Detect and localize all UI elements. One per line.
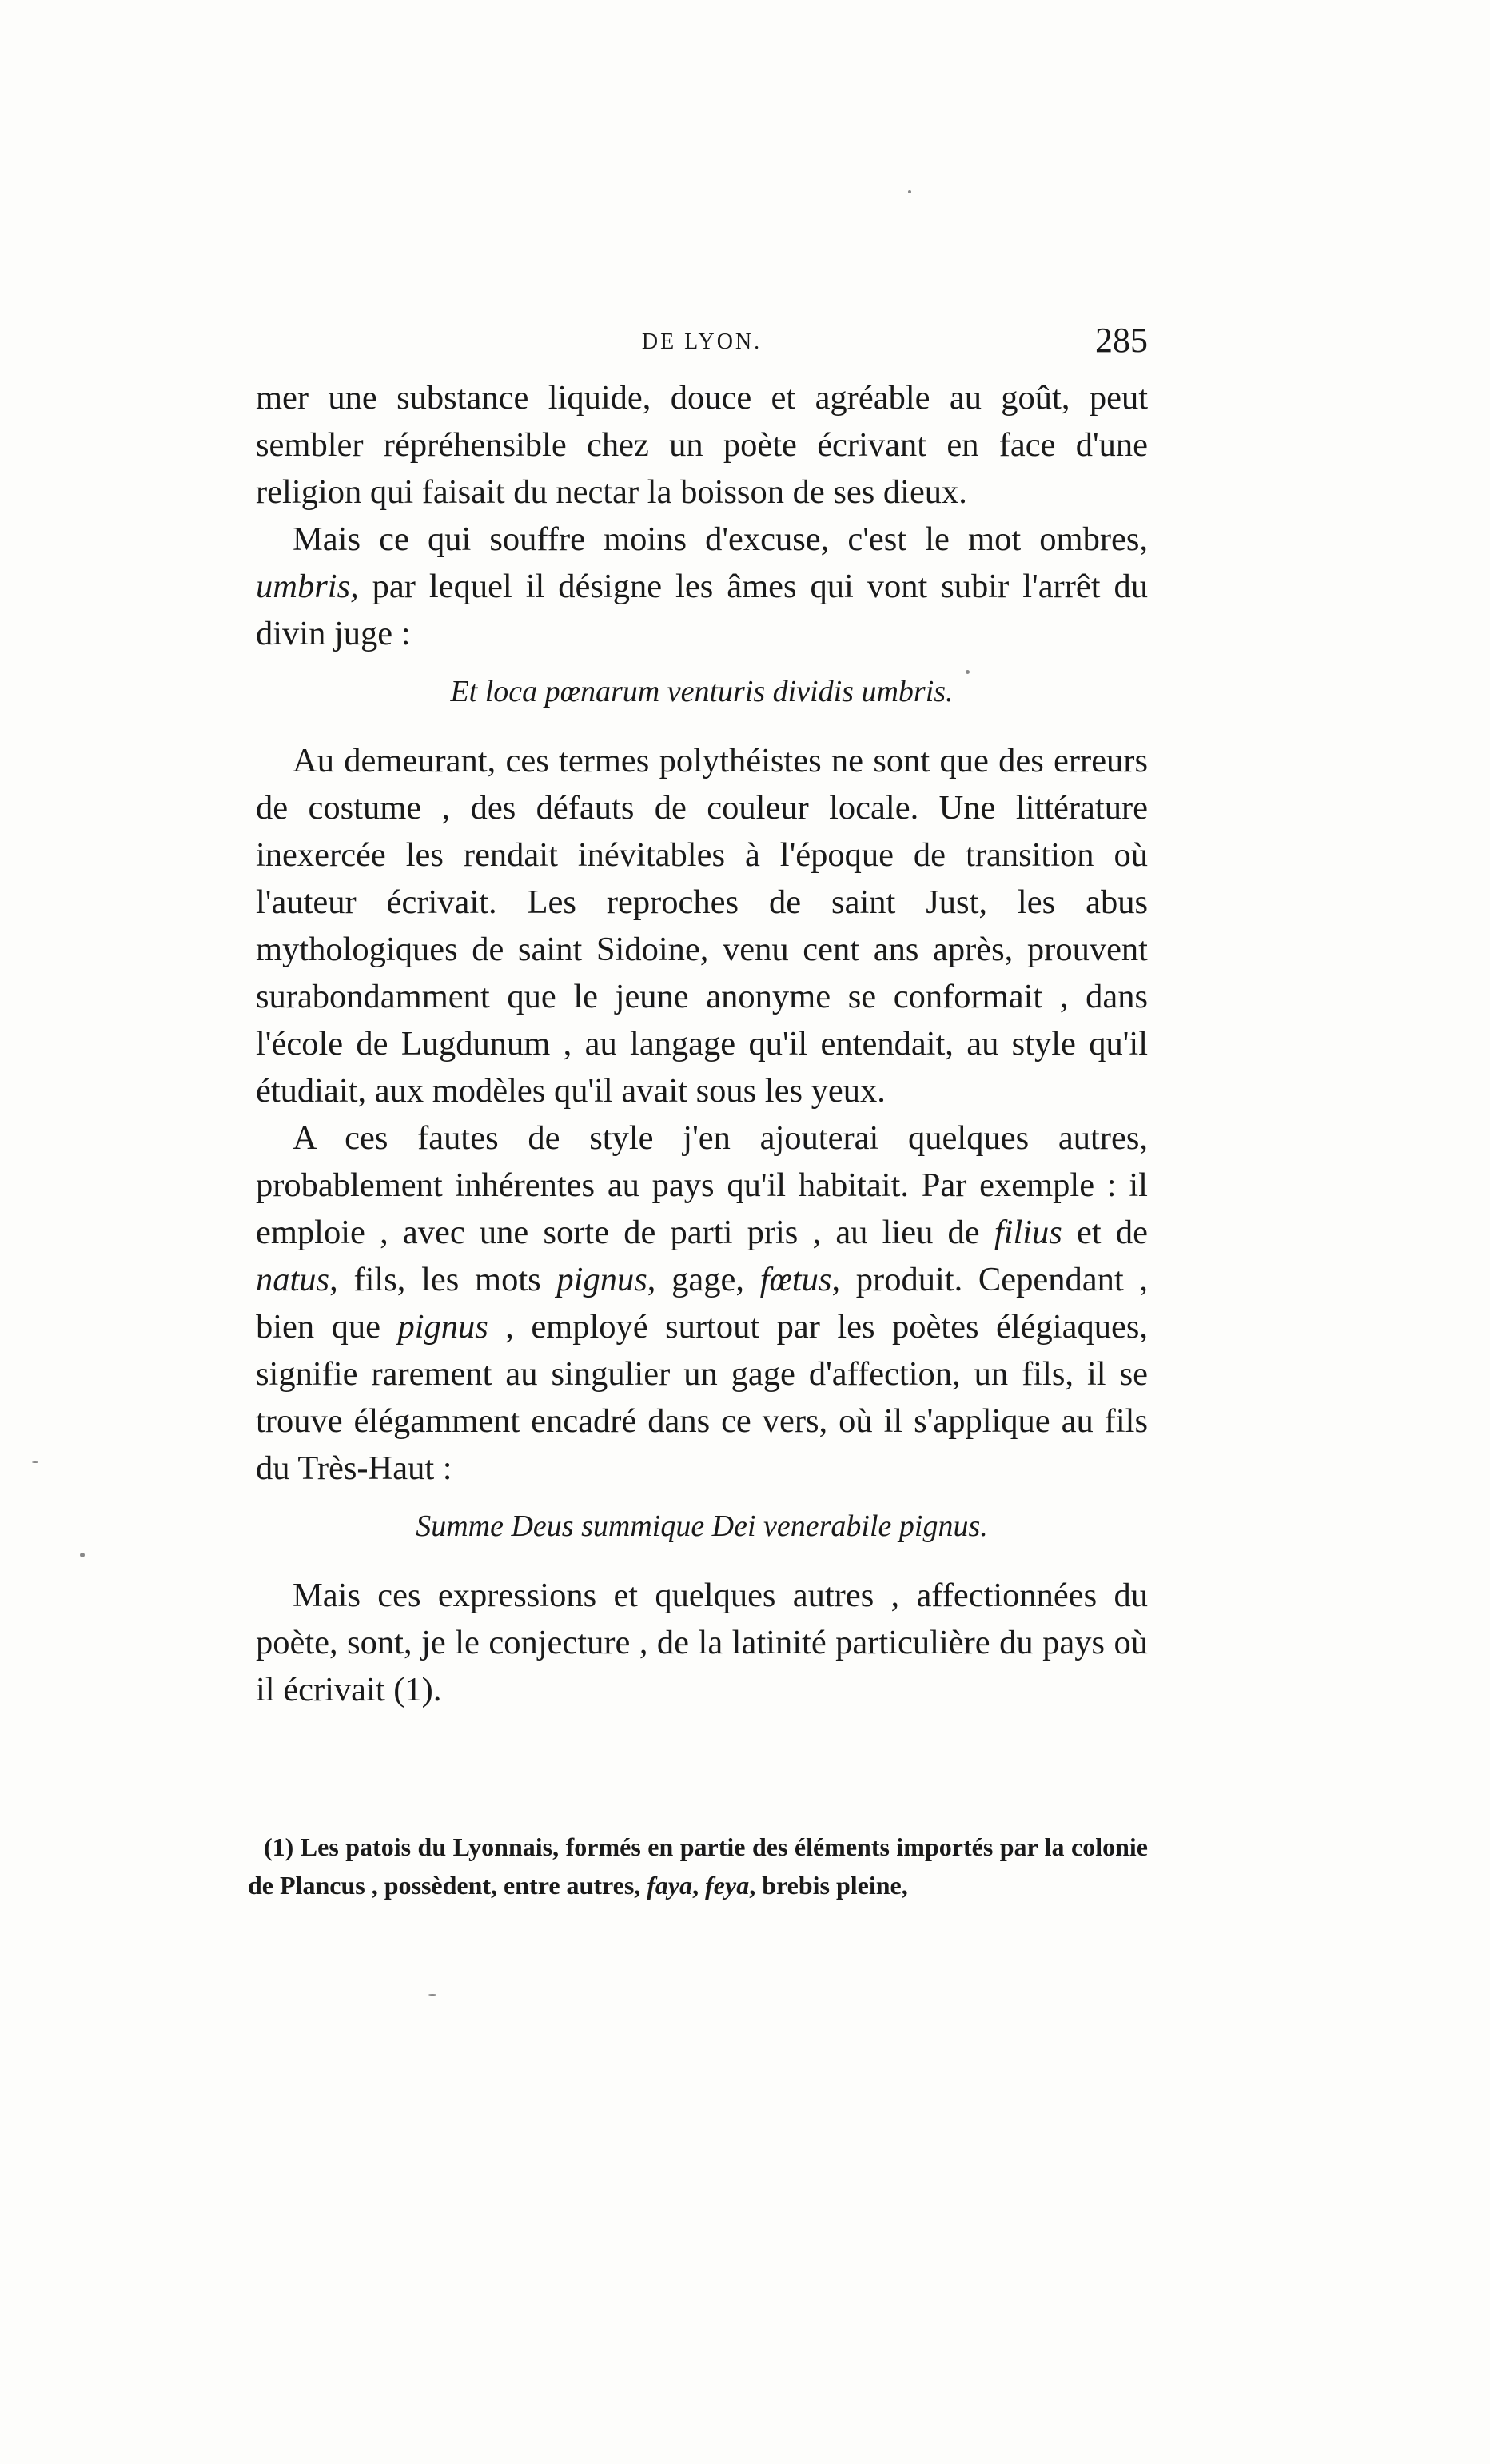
verse-quotation: Et loca pœnarum venturis dividis umbris. — [450, 675, 954, 708]
italic-term: filius — [994, 1214, 1062, 1251]
scan-speck — [966, 670, 970, 674]
scan-speck — [80, 1553, 85, 1557]
text-run: Mais ce qui souffre moins d'excuse, c'est le mot ombres, — [293, 520, 1148, 558]
paragraph — [256, 737, 1148, 1114]
running-title: DE LYON. — [641, 329, 763, 354]
italic-term: faya — [647, 1871, 693, 1900]
paragraph — [256, 374, 1148, 516]
text-run: , gage, — [647, 1261, 760, 1298]
text-run: et de — [1062, 1214, 1149, 1251]
italic-term: feya — [705, 1871, 750, 1900]
footnote — [248, 1828, 1148, 1904]
page-header — [256, 320, 1148, 368]
text-run: , fils, les mots — [329, 1261, 557, 1298]
italic-term: natus — [256, 1261, 330, 1298]
italic-term: pignus — [556, 1261, 647, 1298]
body-text — [256, 374, 1148, 1713]
paragraph — [256, 1114, 1148, 1492]
text-run: par lequel il désigne les âmes qui vont subir l'arrêt du divin juge : — [256, 568, 1148, 652]
scan-speck — [428, 1994, 436, 1996]
scan-speck — [908, 190, 911, 193]
paragraph — [256, 516, 1148, 657]
footnote-text — [248, 1832, 1148, 1900]
text-run: mer une substance liquide, douce et agréable au goût, peut sembler répréhensible chez un poète écrivant en face d'une religion qui faisait du nectar la boisson de ses dieux. — [256, 379, 1148, 511]
italic-term: pignus — [397, 1308, 488, 1346]
text-run: Mais ces expressions et quelques autres , affectionnées du poète, sont, je le conjecture , de la latinité particulière du pays où il écrivait (1). — [256, 1577, 1148, 1708]
text-run: A ces fautes de style j'en ajouterai quelques autres, probablement inhérentes au pays qu'il habitait. Par exemple : il emploie , avec une sorte de parti pris , au lieu de — [256, 1119, 1148, 1251]
text-run: , — [692, 1871, 706, 1900]
text-run: Au demeurant, ces termes polythéistes ne sont que des erreurs de costume , des défauts de couleur locale. Une littérature inexercée les rendait inévitables à l'époque de transition où l'auteur écrivait. Les reproches de saint Just, les abus mythologiques de saint Sidoine, venu cent ans après, prouvent surabondamment que le jeune anonyme se conformait , dans l'école de Lugdunum , au langage qu'il entendait, au style qu'il étudiait, aux modèles qu'il avait sous les yeux. — [256, 742, 1148, 1110]
verse-quotation: Summe Deus summique Dei venerabile pignus. — [416, 1509, 988, 1543]
italic-term: fœtus — [759, 1261, 832, 1298]
text-run: , produit. Cependant , bien que — [256, 1261, 1148, 1346]
page-number: 285 — [1095, 321, 1148, 360]
paragraph — [256, 1572, 1148, 1713]
text-run: Les patois du Lyonnais, formés en partie des éléments importés par la colonie de Plancus , possèdent, entre autres, — [248, 1832, 1148, 1900]
scan-speck — [32, 1461, 38, 1463]
text-run: , brebis pleine, — [749, 1871, 908, 1900]
footnote-marker: (1) — [264, 1832, 294, 1861]
italic-term: umbris, — [256, 568, 359, 605]
text-run: , employé surtout par les poètes élégiaques, signifie rarement au singulier un gage d'affection, un fils, il se trouve élégamment encadré dans ce vers, où il s'applique au fils du Très-Haut : — [256, 1308, 1148, 1487]
